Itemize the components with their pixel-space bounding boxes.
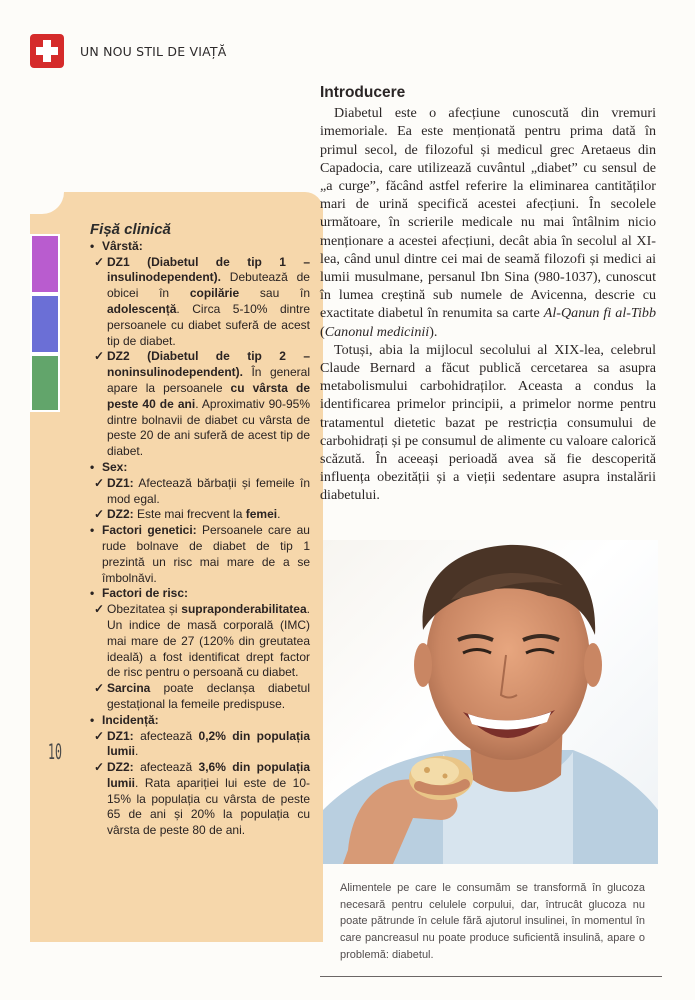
check-icon: ✓: [94, 602, 105, 617]
check-icon: ✓: [94, 681, 105, 696]
check-icon: ✓: [94, 349, 105, 364]
sex-heading: • Sex:: [90, 460, 310, 476]
risk-pregnancy: ✓ Sarcina poate declanșa diabetul gestațional la femeile predispuse.: [94, 681, 310, 711]
tab-green: [30, 354, 60, 412]
man-eating-illustration: [323, 540, 658, 864]
introduction: [320, 84, 656, 505]
risk-obesity: ✓ Obezitatea și supraponderabilitatea. Un indice de masă corporală (IMC) mai mare de 27 (120% din greutatea ideală) a fost identificat drept factor de risc pentru o persoană cu diabet.: [94, 602, 310, 680]
red-cross-icon: [30, 34, 64, 68]
tab-violet: [30, 234, 60, 294]
clinical-sheet-title: Fișă clinică: [90, 221, 171, 238]
introduction-paragraph-2: Totuși, abia la mijlocul secolului al XIX-lea, celebrul Claude Bernard a făcut publică cercetarea sa asupra metabolismului carbohidraților. Aceasta a condus la identificarea primelor principii, a primelor norme pentru tratamentul dietetic bazat pe restricția consumului de carbohidrați și pe consumul de alimente cu valoare calorică scăzută. În aceeași perioadă avea să fie descoperită influența obezității și a vieții sedentare asupra instalării diabetului.: [320, 341, 656, 504]
sex-dz1: ✓ DZ1: Afectează bărbații și femeile în mod egal.: [94, 475, 310, 506]
incidence-dz1: ✓ DZ1: afectează 0,2% din populația lumii.: [94, 728, 310, 759]
check-icon: ✓: [94, 475, 105, 490]
sex-dz2: ✓ DZ2: Este mai frecvent la femei.: [94, 507, 281, 522]
photo-caption: Alimentele pe care le consumăm se transformă în glucoza necesară pentru celulele corpului, dar, întrucât glucoza nu poate pătrunde în celule fără ajutorul insulinei, în momentul în care pancreasul nu poate produce suficientă insulină, apare o problemă: diabetul.: [340, 882, 645, 961]
page-number: 10: [48, 740, 62, 764]
incidence-dz2: ✓ DZ2: afectează 3,6% din populația lumii. Rata apariției lui este de 10-15% la populația cu vârsta de peste 65 de ani și 20% la populația cu vârsta de peste 80 de ani.: [94, 760, 310, 838]
bottom-rule: [320, 976, 662, 977]
age-dz1: ✓ DZ1 (Diabetul de tip 1 – insulinodependent). Debutează de obicei în copilărie sau în adolescență. Circa 5-10% dintre persoanele cu diabet suferă de acest tip de diabet.: [94, 254, 310, 348]
section-title: UN NOU STIL DE VIAȚĂ: [80, 43, 227, 59]
check-icon: ✓: [94, 728, 105, 743]
check-icon: ✓: [94, 254, 105, 269]
check-icon: ✓: [94, 760, 105, 775]
genetic-factors: • Factori genetici: Persoanele care au rude bolnave de diabet de tip 1 prezintă un risc mai mare de a se îmbolnăvi.: [90, 523, 310, 586]
age-heading: • Vârstă:: [90, 239, 310, 255]
page-header: [30, 34, 226, 68]
introduction-paragraph-1: Diabetul este o afecțiune cunoscută din vremuri imemoriale. Ea este menționată pentru prima dată în primul secol, de filozoful și medicul grec Aretaeus din Capadocia, care utilizează cuvântul „diabet” cu sensul de „a curge”, făcând astfel referire la eliminarea cantităților mari de urină specifică acestei afecțiuni. În secolele următoare, în scrierile medicale nu mai întâlnim nicio menționare a acestei afecțiuni, decât abia în secolul al XI-lea, când unul dintre cei mai de seamă filozofi și medici ai lumii musulmane, persanul Ibn Sina (980-1037), cunoscut în lumea creștină sub numele de Avicenna, descrie cu exactitate diabetul în renumita sa carte Al-Qanun fi al-Tibb (Canonul medicinii).: [320, 105, 656, 340]
check-icon: ✓: [94, 507, 105, 522]
introduction-title: Introducere: [320, 84, 406, 101]
risk-heading: • Factori de risc:: [90, 586, 310, 602]
clinical-sheet: [90, 222, 310, 839]
photo-man-eating: [323, 540, 658, 864]
tab-blue: [30, 294, 60, 354]
age-dz2: ✓ DZ2 (Diabetul de tip 2 – noninsulinodependent). În general apare la persoanele cu vârsta de peste 40 de ani. Aproximativ 90-95% dintre bolnavii de diabet cu vârsta de peste 20 de ani suferă de acest tip de diabet.: [94, 349, 310, 459]
incidence-heading: • Incidență:: [90, 713, 310, 729]
